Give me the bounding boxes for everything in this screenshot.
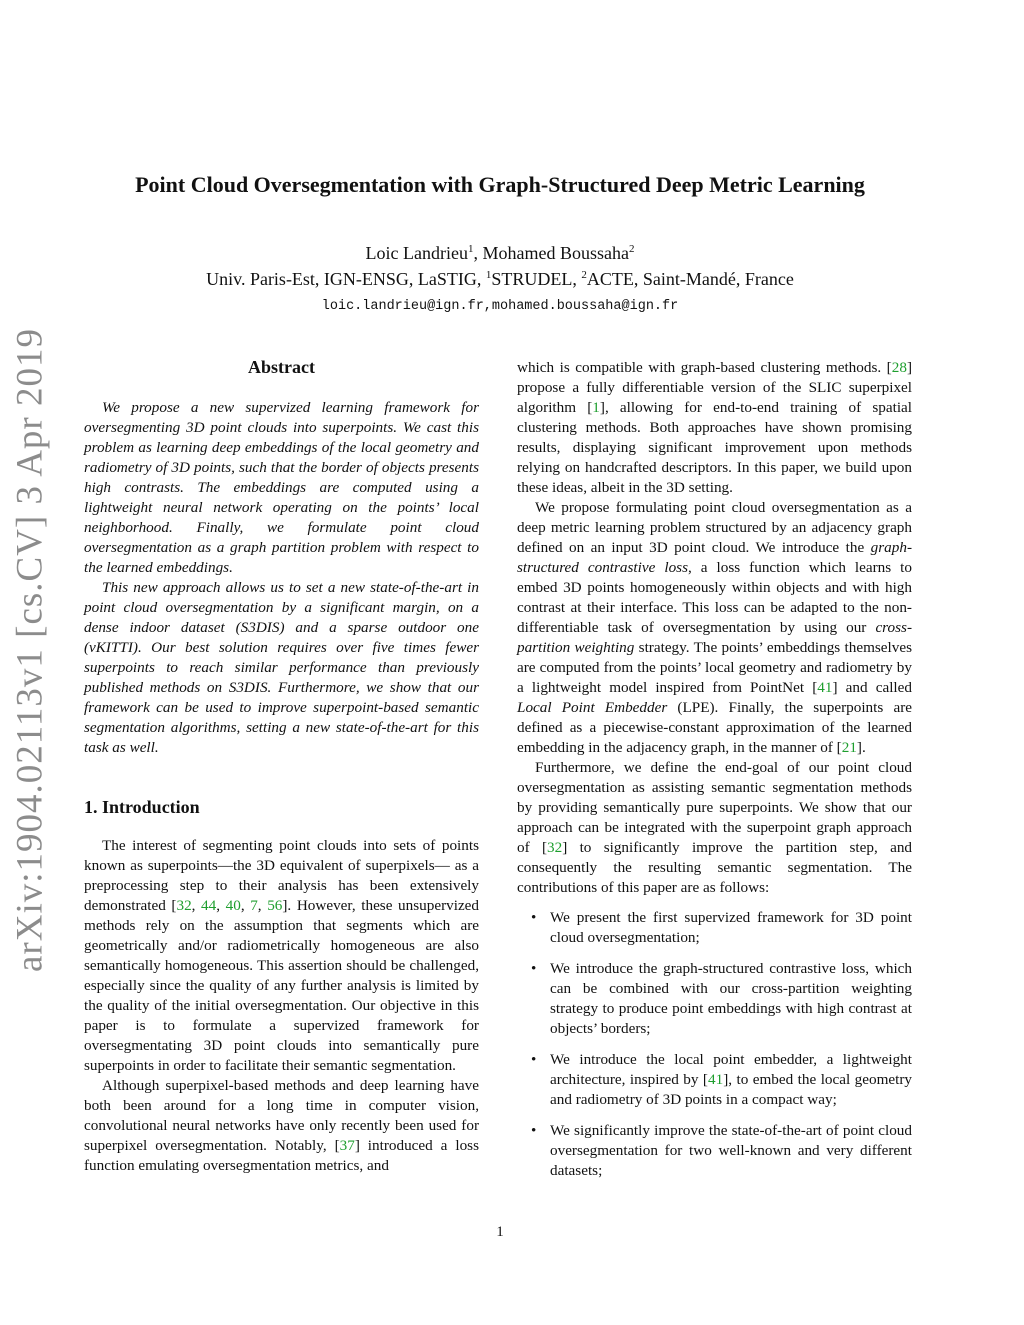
emphasized-term: graph-structured contrastive loss [517, 539, 912, 576]
paragraph-text: ] introduced a loss function emulating oversegmentation metrics, and [84, 1137, 479, 1174]
abstract-paragraph: This new approach allows us to set a new state-of-the-art in point cloud oversegmentation by a significant margin, on a dense indoor dataset (S3DIS) and a sparse outdoor one (vKITTI). Our best solution requires over five times fewer superpoints to reach similar performance than previously published methods on S3DIS. Furthermore, we show that our framework can be used to improve superpoint-based semantic segmentation algorithms, setting a new state-of-the-art for this task as well. [84, 579, 479, 756]
citation-link[interactable]: 56 [267, 897, 283, 914]
paragraph-text: Although superpixel-based methods and deep learning have both been around for a long time in computer vision, convolutional neural networks have only recently been used for superpixel oversegmentation. Notably, [ [84, 1077, 479, 1154]
paragraph-text: strategy. The points’ embeddings themselves are computed from the points’ local geometry and radiometry by a lightweight model inspired from PointNet [ [517, 639, 912, 696]
citation-link[interactable]: 41 [708, 1071, 724, 1088]
paper-title: Point Cloud Oversegmentation with Graph-Structured Deep Metric Learning [135, 172, 865, 197]
affiliations [100, 266, 900, 292]
paragraph-text: , [240, 897, 251, 914]
list-item-text: We significantly improve the state-of-the-art of point cloud oversegmentation for two well-known and very different datasets; [550, 1122, 912, 1179]
affiliation-text: Univ. Paris-Est, IGN-ENSG, LaSTIG, [206, 269, 486, 289]
list-item [517, 959, 912, 1039]
paragraph-text: (LPE). Finally, the superpoints are defined as a piecewise-constant approximation of the learned embedding in the adjacency graph, in the manner of [ [517, 699, 912, 756]
list-item-text: We present the first supervized framework for 3D point cloud oversegmentation; [550, 909, 912, 946]
arxiv-sidebar [2, 327, 58, 973]
affiliation-sup: 1 [485, 269, 492, 281]
paragraph-text: which is compatible with graph-based clustering methods. [ [517, 359, 892, 376]
paragraph-text: , [216, 897, 226, 914]
arxiv-identifier: arXiv:1904.02113v1 [cs.CV] 3 Apr 2019 [9, 327, 51, 973]
intro-paragraph [84, 1076, 479, 1176]
bullet-icon: • [531, 909, 537, 926]
paragraph-text: The interest of segmenting point clouds into sets of points known as superpoints—the 3D equivalent of superpixels— as a preprocessing step to their analysis has been extensively demonstrated [ [84, 837, 479, 914]
list-item-text: We introduce the graph-structured contrastive loss, which can be combined with our cross-partition weighting strategy to produce point embeddings with high contrast at objects’ borders; [550, 960, 912, 1037]
abstract-heading: Abstract [248, 357, 315, 377]
affiliation-sup: 2 [581, 269, 587, 281]
abstract-section [84, 356, 479, 758]
contributions-list [517, 908, 912, 1181]
author-separator: , [473, 243, 483, 263]
author-emails: loic.landrieu@ign.fr,mohamed.boussaha@ign.fr [321, 299, 679, 314]
body-paragraph [517, 358, 912, 498]
list-item [517, 908, 912, 948]
page-number: 1 [496, 1224, 504, 1240]
author-2: Mohamed Boussaha [482, 243, 629, 263]
paragraph-text: ] and called [832, 679, 912, 696]
paragraph-text: ], allowing for end-to-end training of spatial clustering methods. Both approaches have shown promising results, displaying significant improvement upon methods relying on handcrafted descriptors. In this paper, we build upon these ideas, albeit in the 3D setting. [517, 399, 912, 496]
left-column [84, 356, 479, 1176]
citation-link[interactable]: 7 [250, 897, 258, 914]
citation-link[interactable]: 28 [891, 359, 907, 376]
paragraph-text: ]. However, these unsupervized methods rely on the assumption that segments which are geometrically and/or radiometrically homogeneous are also semantically homogeneous. This assertion should be challenged, especially since the quality of any further analysis is limited by the quality of the initial oversegmentation. Our objective in this paper is to formulate a supervized framework for oversegmentating 3D point clouds into semantically pure superpoints in order to facilitate their semantic segmentation. [84, 897, 480, 1074]
author-1: Loic Landrieu [365, 243, 468, 263]
bullet-icon: • [531, 960, 537, 977]
list-item-text: We introduce the local point embedder, a lightweight architecture, inspired by [ [550, 1051, 912, 1088]
abstract-paragraph: We propose a new supervized learning framework for oversegmenting 3D point clouds into superpoints. We cast this problem as learning deep embeddings of the local geometry and radiometry of 3D points, such that the border of objects presents high contrasts. The embeddings are computed using a lightweight neural network operating on the points’ local neighborhood. Finally, we formulate point cloud oversegmentation as a graph partition problem with respect to the learned embeddings. [84, 399, 479, 576]
list-item-text: ], to embed the local geometry and radiometry of 3D points in a compact way; [550, 1071, 913, 1108]
citation-link[interactable]: 32 [547, 839, 563, 856]
body-paragraph [517, 758, 912, 898]
intro-paragraph [84, 836, 479, 1076]
bullet-icon: • [531, 1122, 537, 1139]
author-block [100, 240, 900, 322]
citation-link[interactable]: 44 [201, 897, 217, 914]
paragraph-text: ] to significantly improve the partition step, and consequently the resulting semantic segmentation. The contributions of this paper are as follows: [517, 839, 913, 896]
list-item [517, 1050, 912, 1110]
citation-link[interactable]: 32 [176, 897, 192, 914]
right-column [517, 358, 912, 1192]
bullet-icon: • [531, 1051, 537, 1068]
emphasized-term: Local Point Embedder [517, 699, 668, 716]
affiliation-text: STRUDEL, [491, 269, 582, 289]
author-2-affil: 2 [628, 243, 635, 255]
paragraph-text: , [257, 897, 268, 914]
paragraph-text: , [191, 897, 202, 914]
paragraph-text: ] propose a fully differentiable version of the SLIC superpixel algorithm [ [517, 359, 912, 416]
section-heading-introduction: 1. Introduction [84, 797, 200, 817]
paragraph-text: We propose formulating point cloud oversegmentation as a deep metric learning problem structured by an adjacency graph defined on an input 3D point cloud. We introduce the [517, 499, 912, 556]
citation-link[interactable]: 40 [225, 897, 241, 914]
citation-link[interactable]: 21 [841, 739, 857, 756]
affiliation-text: ACTE, Saint-Mandé, France [586, 269, 794, 289]
paragraph-text: Furthermore, we define the end-goal of our point cloud oversegmentation as assisting semantic segmentation methods by providing semantically pure superpoints. We show that our approach can be integrated with the superpoint graph approach of [ [517, 759, 912, 856]
citation-link[interactable]: 41 [817, 679, 833, 696]
citation-link[interactable]: 37 [339, 1137, 355, 1154]
author-1-affil: 1 [467, 243, 474, 255]
paragraph-text: , a loss function which learns to embed 3D points homogeneously within objects and with high contrast at their interface. This loss can be adapted to the non-differentiable task of oversegmentation by using our [517, 559, 912, 636]
body-paragraph [517, 498, 912, 758]
citation-link[interactable]: 1 [592, 399, 600, 416]
list-item [517, 1121, 912, 1181]
paragraph-text: ]. [856, 739, 866, 756]
author-names [100, 240, 900, 266]
emphasized-term: cross-partition weighting [517, 619, 912, 656]
